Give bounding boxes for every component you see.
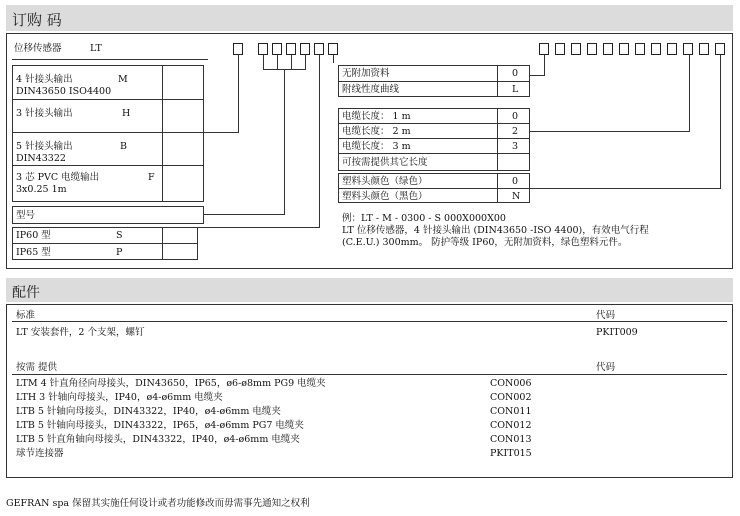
standard-item-code: PKIT009 <box>596 327 638 338</box>
output-b-label: 5 针接头输出 <box>16 141 73 152</box>
connector-len-v2 <box>277 55 278 69</box>
accessories-title: 配件 <box>12 285 40 301</box>
output-m-standard: DIN43650 ISO4400 <box>16 86 112 97</box>
output-row-sep-1 <box>12 99 204 100</box>
accessory-item-code: CON011 <box>490 406 532 417</box>
accessory-item: LTH 3 针轴向母接头，IP40，ø4-ø6mm 电缆夹 <box>16 392 223 403</box>
output-b-code: B <box>120 141 127 152</box>
code-box-r10 <box>683 43 693 55</box>
cable-row-sep-2 <box>338 138 530 139</box>
accessory-item-code: CON006 <box>490 378 532 389</box>
cable-row-sep-3 <box>338 153 530 154</box>
cable-row-sep-1 <box>338 123 530 124</box>
accessory-item-code: CON012 <box>490 420 532 431</box>
code-box-output <box>233 43 243 55</box>
accessory-item: LTM 4 针直角径向母接头，DIN43650，IP65，ø6-ø8mm PG9 电缆夹 <box>16 378 326 389</box>
accessory-item: 球节连接器 <box>16 448 64 459</box>
accessory-item: LTB 5 针轴向母接头，DIN43322，IP40，ø4-ø6mm 电缆夹 <box>16 406 281 417</box>
code-box-r1 <box>539 43 549 55</box>
code-box-r12 <box>715 43 725 55</box>
color-green-code: 0 <box>512 176 519 187</box>
ondemand-rule <box>12 374 727 375</box>
model-row <box>12 206 204 224</box>
cable-divider <box>497 108 498 171</box>
accessory-item-code: PKIT015 <box>490 448 532 459</box>
ondemand-header: 按需 提供 <box>16 362 58 373</box>
extra-none-code: 0 <box>512 68 519 79</box>
extras-row-sep <box>338 81 530 82</box>
connector-r-color-h <box>530 188 721 189</box>
color-green-label: 塑料头颜色（绿色） <box>342 176 428 187</box>
standard-item: LT 安装套件，2 个支架，螺钉 <box>16 327 145 338</box>
output-h-label: 3 针接头输出 <box>16 108 73 119</box>
output-row-sep-3 <box>12 165 204 166</box>
extra-curve-code: L <box>512 84 519 95</box>
connector-r-extra-h <box>530 75 545 76</box>
code-box-r8 <box>651 43 661 55</box>
output-m-code: M <box>118 74 128 85</box>
code-box-r6 <box>619 43 629 55</box>
output-f-label: 3 芯 PVC 电缆输出 <box>16 172 100 183</box>
example-desc-1: LT 位移传感器，4 针接头输出 (DIN43650 -ISO 4400)，有效电气行程 <box>342 225 649 236</box>
ip60-label: IP60 型 <box>16 230 51 241</box>
connector-r-cable-v <box>689 55 690 131</box>
connector-len-v1 <box>263 55 264 69</box>
connector-r-cable-h <box>530 131 690 132</box>
cable-3m-label: 电缆长度： 3 m <box>342 141 411 152</box>
code-box-length-1 <box>258 43 268 55</box>
sensor-underline <box>12 59 208 60</box>
code-box-r4 <box>587 43 597 55</box>
connector-r-color-v <box>720 55 721 188</box>
code-box-extra <box>328 43 338 55</box>
accessory-item-code: CON013 <box>490 434 532 445</box>
output-m-label: 4 针接头输出 <box>16 74 73 85</box>
accessory-item: LTB 5 针轴向母接头，DIN43322，IP65，ø4-ø6mm PG7 电缆夹 <box>16 420 304 431</box>
code-box-length-4 <box>300 43 310 55</box>
order-code-title: 订购 码 <box>12 11 62 29</box>
ip65-code: P <box>116 247 123 258</box>
code-box-r9 <box>667 43 677 55</box>
color-black-code: N <box>512 191 521 202</box>
standard-rule <box>12 321 727 322</box>
ondemand-code-header: 代码 <box>596 362 616 373</box>
accessory-item-code: CON002 <box>490 392 532 403</box>
connector-r-extra-v <box>544 55 545 75</box>
standard-header: 标准 <box>16 310 36 321</box>
code-box-r3 <box>571 43 581 55</box>
cable-2m-code: 2 <box>512 126 519 137</box>
color-black-label: 塑料头颜色（黑色） <box>342 191 428 202</box>
output-table-divider <box>162 65 163 202</box>
output-h-code: H <box>122 108 131 119</box>
code-box-model <box>314 43 324 55</box>
cable-1m-label: 电缆长度： 1 m <box>342 111 411 122</box>
connector-model-h <box>198 227 320 228</box>
sensor-label: 位移传感器 <box>14 43 62 54</box>
code-box-length-3 <box>286 43 296 55</box>
ip60-code: S <box>116 230 123 241</box>
connector-output-h <box>204 132 239 133</box>
code-box-r7 <box>635 43 645 55</box>
code-box-r2 <box>555 43 565 55</box>
model-label: 型号 <box>16 210 36 221</box>
ip65-label: IP65 型 <box>16 247 51 258</box>
output-f-spec: 3x0.25 1m <box>16 184 67 195</box>
connector-len-h <box>204 214 285 215</box>
color-row-sep <box>338 188 530 189</box>
connector-len-v3 <box>291 55 292 69</box>
output-b-standard: DIN43322 <box>16 153 66 164</box>
order-code-header <box>6 5 733 31</box>
cable-3m-code: 3 <box>512 141 519 152</box>
connector-len-v4 <box>305 55 306 69</box>
accessory-item: LTB 5 针直角轴向母接头，DIN43322，IP40，ø4-ø6mm 电缆夹 <box>16 434 300 445</box>
connector-len-down <box>284 69 285 214</box>
footer-note: GEFRAN spa 保留其实施任何设计或者功能修改而毋需事先通知之权利 <box>6 498 310 509</box>
connector-extra-v <box>333 55 334 63</box>
connector-model-v <box>319 55 320 227</box>
code-box-length-2 <box>272 43 282 55</box>
extra-none-label: 无附加资料 <box>342 68 390 79</box>
sensor-code: LT <box>90 43 102 54</box>
code-box-r11 <box>699 43 709 55</box>
accessories-header <box>6 278 733 302</box>
code-box-r5 <box>603 43 613 55</box>
output-f-code: F <box>148 172 155 183</box>
ip-row-sep <box>12 243 198 244</box>
cable-other-label: 可按需提供其它长度 <box>342 157 428 168</box>
standard-code-header: 代码 <box>596 310 616 321</box>
example-desc-2: (C.E.U.) 300mm。 防护等级 IP60，无附加资料，绿色塑料元件。 <box>342 237 628 248</box>
example-code: 例：LT - M - 0300 - S 000X000X00 <box>342 213 506 224</box>
output-row-sep-2 <box>12 132 204 133</box>
connector-output-v <box>238 55 239 132</box>
extra-curve-label: 附线性度曲线 <box>342 84 400 95</box>
cable-1m-code: 0 <box>512 111 519 122</box>
cable-2m-label: 电缆长度： 2 m <box>342 126 411 137</box>
